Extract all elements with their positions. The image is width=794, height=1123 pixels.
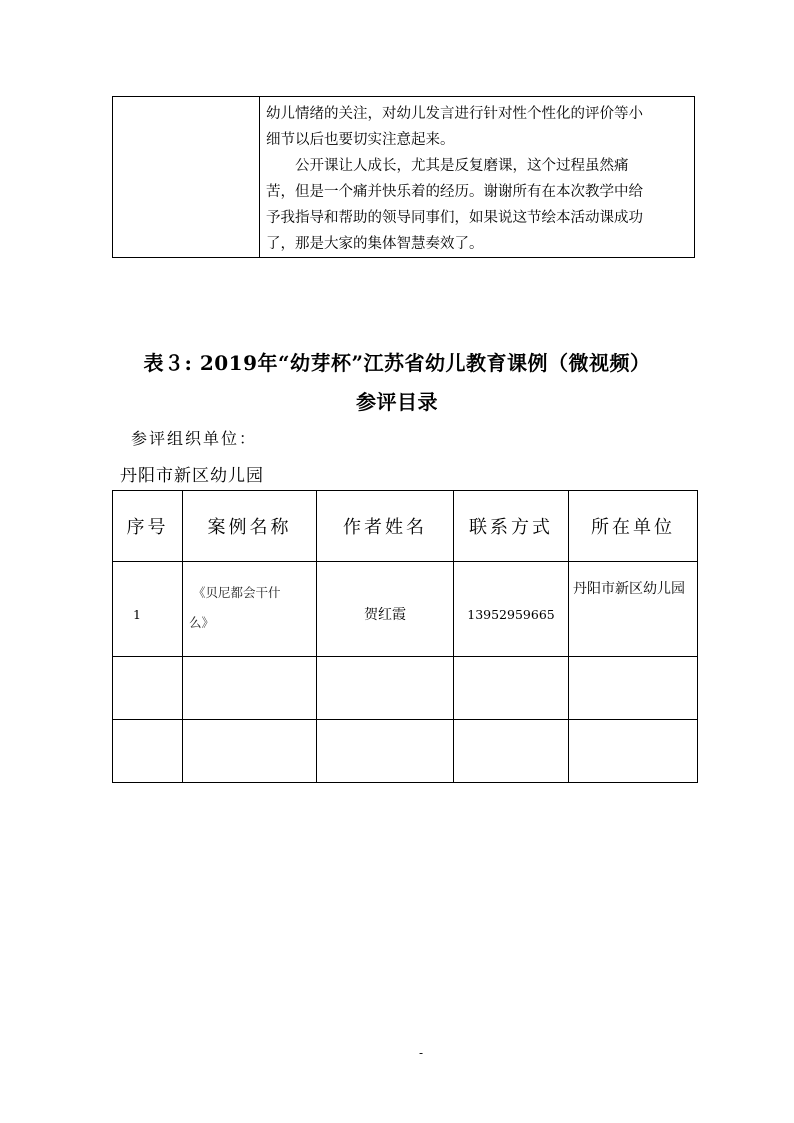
contact-phone: 13952959665 [454, 562, 569, 657]
table-row [113, 562, 698, 657]
column-header: 案例名称 [183, 491, 317, 562]
author-name: 贺红霞 [317, 562, 454, 657]
empty-cell [183, 720, 317, 783]
column-header: 作者姓名 [317, 491, 454, 562]
continuation-left-cell [113, 97, 260, 258]
case-name-line: 么》 [189, 615, 215, 630]
continuation-line: 公开课让人成长，尤其是反复磨课，这个过程虽然痛 [295, 158, 629, 174]
empty-cell [454, 720, 569, 783]
entry-table [112, 490, 698, 783]
continuation-line: 幼儿情绪的关注，对幼儿发言进行针对性个性化的评价等小 [266, 106, 643, 122]
row-index: 1 [113, 562, 183, 657]
page-footer-mark: - [419, 1046, 424, 1060]
continuation-line: 细节以后也要切实注意起来。 [266, 132, 455, 148]
column-header: 所在单位 [569, 491, 698, 562]
continuation-text-cell [260, 97, 695, 258]
table-header-row [113, 491, 698, 562]
org-name: 丹阳市新区幼儿园 [120, 466, 264, 486]
table-row-empty [113, 720, 698, 783]
column-header: 联系方式 [454, 491, 569, 562]
empty-cell [113, 657, 183, 720]
table-row-empty [113, 657, 698, 720]
case-name-cell [183, 562, 317, 657]
empty-cell [317, 657, 454, 720]
continuation-table [112, 96, 695, 258]
empty-cell [454, 657, 569, 720]
org-label: 参评组织单位： [131, 429, 258, 448]
unit-name: 丹阳市新区幼儿园 [569, 562, 698, 657]
empty-cell [569, 720, 698, 783]
column-header: 序号 [113, 491, 183, 562]
empty-cell [317, 720, 454, 783]
case-name-line: 《贝尼都会干什 [193, 585, 281, 600]
document-subtitle: 参评目录 [356, 390, 438, 414]
continuation-line: 了，那是大家的集体智慧奏效了。 [266, 236, 484, 252]
continuation-line: 予我指导和帮助的领导同事们，如果说这节绘本活动课成功 [266, 210, 643, 226]
continuation-line: 苦，但是一个痛并快乐着的经历。谢谢所有在本次教学中给 [266, 184, 643, 200]
empty-cell [183, 657, 317, 720]
document-title: 表３: 2019年“幼芽杯”江苏省幼儿教育课例（微视频） [143, 351, 651, 375]
empty-cell [569, 657, 698, 720]
empty-cell [113, 720, 183, 783]
